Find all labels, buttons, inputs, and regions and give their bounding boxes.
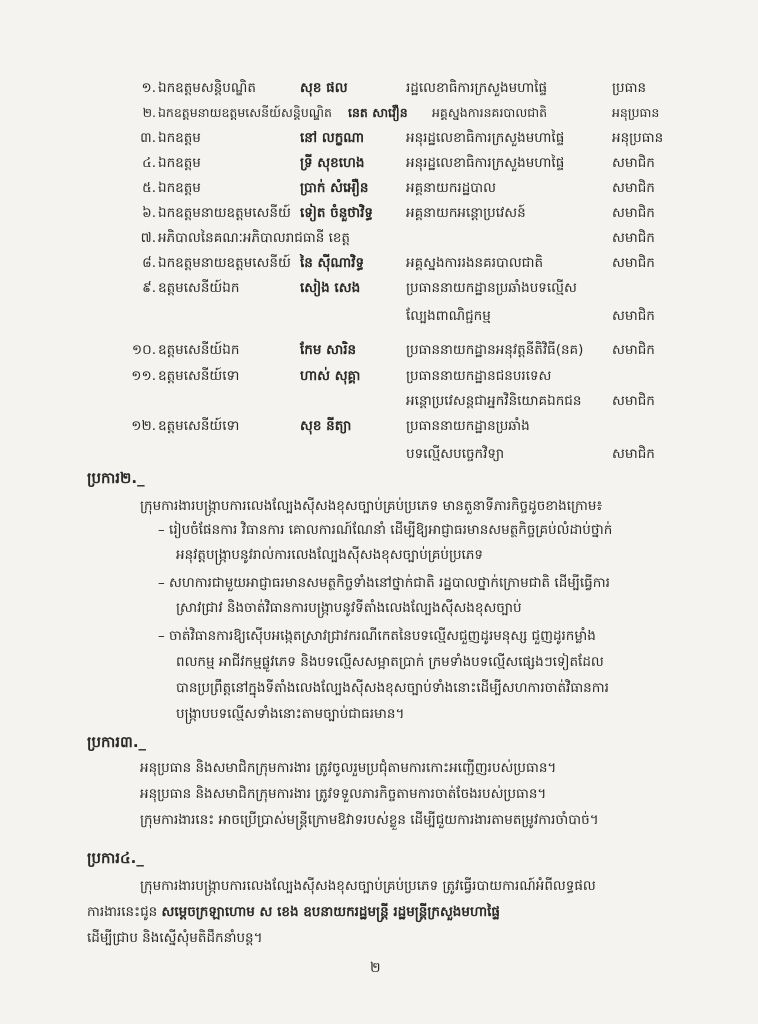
member-role: សមាជិក — [612, 230, 655, 246]
member-index: ១. — [141, 80, 156, 96]
member-name: នៅ លក្ខណា — [300, 130, 365, 146]
article-line — [87, 900, 500, 925]
member-index: ១១. — [131, 368, 156, 384]
member-row — [0, 101, 758, 125]
member-role: អនុប្រធាន — [612, 130, 664, 146]
member-row — [0, 201, 758, 225]
member-title: ឯកឧត្តមនាយឧត្តមសេនីយ៍សន្តិបណ្ឌិត — [158, 105, 332, 120]
member-title: អភិបាលនៃគណៈអភិបាលរាជធានី ខេត្ត — [158, 230, 350, 246]
page-number: ២ — [370, 960, 381, 976]
member-position-continued: អន្តោប្រវេសន្តជាអ្នកវិនិយោគឯកជន — [406, 393, 582, 409]
bullet-line: អនុវត្តបង្ក្រាបនូវរាល់ការលេងល្បែងស៊ីសងខុសច្បាប់គ្រប់ប្រភេទ — [176, 547, 483, 563]
bullet-line: – ចាត់វិធានការឱ្យស៊ើបអង្កេតស្រាវជ្រាវករណីកេតនៃបទល្មើសជួញដូរមនុស្ស ជួញដូរកម្លាំង — [158, 628, 596, 644]
bullet-line: – រៀបចំផែនការ វិធានការ គោលការណ៍ណែនាំ ដើម្បីឱ្យអាជ្ញាធរមានសមត្ថកិច្ចគ្រប់លំដាប់ថ្នាក់ — [158, 522, 613, 538]
member-role: សមាជិក — [612, 180, 655, 196]
member-position: ប្រធាននាយកដ្ឋានប្រឆាំងបទល្មើស — [406, 280, 577, 296]
member-position: រដ្ឋលេខាធិការក្រសួងមហាផ្ទៃ — [406, 80, 548, 96]
member-title: ឯកឧត្តម — [158, 180, 201, 196]
member-row — [0, 226, 758, 250]
member-name: ប្រាក់ សំអឿន — [300, 180, 369, 196]
member-row — [0, 76, 758, 100]
member-index: ៧. — [140, 230, 156, 246]
member-row — [0, 276, 758, 300]
article-line: អនុប្រធាន និងសមាជិកក្រុមការងារ ត្រូវទទួលភារកិច្ចតាមការចាត់ចែងរបស់ប្រធាន។ — [140, 786, 547, 802]
member-title: ឯកឧត្តមសន្តិបណ្ឌិត — [158, 80, 256, 96]
member-position: អនុរដ្ឋលេខាធិការក្រសួងមហាផ្ទៃ — [406, 155, 565, 171]
member-index: ១០. — [131, 342, 156, 358]
article-intro: ក្រុមការងារបង្ក្រាបការលេងល្បែងស៊ីសងខុសច្បាប់គ្រប់ប្រភេទ មានតួនាទីភារកិច្ចដូចខាងក្រោម៖ — [140, 498, 603, 514]
member-row — [0, 338, 758, 362]
member-row — [0, 364, 758, 388]
member-name: កែម សារិន — [300, 342, 357, 358]
member-row-role — [0, 442, 758, 466]
member-role: សមាជិក — [612, 155, 655, 171]
member-name: សៀង សេង — [300, 280, 361, 296]
member-index: ៥. — [142, 180, 156, 196]
member-role: អនុប្រធាន — [612, 105, 660, 120]
addressee-name: សម្តេចក្រឡាហោម ស ខេង ឧបនាយករដ្ឋមន្ត្រី រដ្ឋមន្ត្រីក្រសួងមហាផ្ទៃ — [161, 904, 500, 920]
member-title: ឧត្តមសេនីយ៍ទោ — [158, 418, 240, 434]
member-index: ៤. — [142, 155, 156, 171]
member-role: សមាជិក — [612, 255, 655, 271]
bullet-line: បានប្រព្រឹត្តនៅក្នុងទីតាំងលេងល្បែងស៊ីសងខុសច្បាប់ទាំងនោះដើម្បីសហការចាត់វិធានការ — [176, 680, 609, 696]
member-title: ឧត្តមសេនីយ៍ឯក — [158, 280, 240, 296]
member-name: នេត សាវឿន — [348, 105, 408, 120]
bullet-line: – សហការជាមួយអាជ្ញាធរមានសមត្ថកិច្ចទាំងនៅថ្នាក់ជាតិ រដ្ឋបាលថ្នាក់ក្រោមជាតិ ដើម្បីធ្វើការ — [158, 575, 610, 591]
member-role: សមាជិក — [612, 393, 655, 409]
article-heading: ប្រការ៣._ — [87, 733, 147, 751]
member-name: ទៀត ចំនួថាវិទ្ធ — [300, 205, 373, 221]
member-index: ៦. — [142, 205, 156, 221]
member-row — [0, 251, 758, 275]
member-name: ហាស់ សុគ្គា — [300, 368, 361, 384]
member-position: ប្រធាននាយកដ្ឋានជនបរទេស — [406, 368, 552, 384]
member-title: ឯកឧត្តម — [158, 155, 201, 171]
member-index: ៨. — [142, 255, 156, 271]
member-row-role — [0, 389, 758, 413]
article-text: ការងារនេះជូន — [87, 904, 162, 920]
bullet-line: ស្រាវជ្រាវ និងចាត់វិធានការបង្ក្រាបនូវទីតាំងលេងល្បែងស៊ីសងខុសច្បាប់ — [176, 600, 522, 616]
bullet-line: បង្ក្រាបបទល្មើសទាំងនោះតាមច្បាប់ជាធរមាន។ — [176, 706, 405, 722]
article-line: ក្រុមការងារបង្ក្រាបការលេងល្បែងស៊ីសងខុសច្បាប់គ្រប់ប្រភេទ ត្រូវធ្វើរបាយការណ៍អំពីលទ្ធផល — [140, 878, 596, 894]
member-title: ឯកឧត្តមនាយឧត្តមសេនីយ៍ — [158, 205, 291, 221]
article-line: ក្រុមការងារនេះ អាចប្រើប្រាស់មន្ត្រីក្រោមឱវាទរបស់ខ្លួន ដើម្បីជួយការងារតាមតម្រូវការចាំបាច់។ — [140, 812, 599, 828]
article-line: អនុប្រធាន និងសមាជិកក្រុមការងារ ត្រូវចូលរួមប្រជុំតាមការកោះអញ្ជើញរបស់ប្រធាន។ — [140, 760, 557, 776]
bullet-line: ពលកម្ម អាជីវកម្មផ្លូវភេទ និងបទល្មើសសម្អាតប្រាក់ ក្រមទាំងបទល្មើសផ្សេងៗទៀតដែល — [176, 654, 604, 670]
member-row — [0, 414, 758, 438]
member-role: សមាជិក — [612, 342, 655, 358]
article-heading: ប្រការ៤._ — [87, 849, 144, 867]
member-position: អគ្គស្នងការរងនគរបាលជាតិ — [406, 255, 544, 271]
member-role: ប្រធាន — [612, 80, 647, 96]
member-row — [0, 151, 758, 175]
member-position-continued: បទល្មើសបច្ចេកវិទ្យា — [406, 446, 505, 462]
member-role: សមាជិក — [612, 446, 655, 462]
member-index: ១២. — [131, 418, 156, 434]
member-role: សមាជិក — [612, 308, 655, 324]
member-position: អគ្គស្នងការនគរបាលជាតិ — [432, 105, 548, 120]
member-title: ឧត្តមសេនីយ៍ឯក — [158, 342, 240, 358]
member-title: ឯកឧត្តមនាយឧត្តមសេនីយ៍ — [158, 255, 291, 271]
member-index: ២. — [142, 105, 156, 120]
member-position: អគ្គនាយករដ្ឋបាល — [406, 180, 496, 196]
member-row — [0, 176, 758, 200]
member-name: ទ្រី សុខហេង — [300, 155, 365, 171]
member-name: សុខ នីត្យា — [300, 418, 352, 434]
member-title: ឧត្តមសេនីយ៍ទោ — [158, 368, 240, 384]
member-index: ៩. — [142, 280, 156, 296]
member-position: ប្រធាននាយកដ្ឋានអនុវត្តនីតិវិធី(នគ) — [406, 342, 584, 358]
member-position: អនុរដ្ឋលេខាធិការក្រសួងមហាផ្ទៃ — [406, 130, 565, 146]
member-position: ប្រធាននាយកដ្ឋានប្រឆាំង — [406, 418, 530, 434]
article-heading: ប្រការ២._ — [87, 469, 145, 487]
member-name: សុខ ផល — [300, 80, 348, 96]
article-line: ដើម្បីជ្រាប និងស្នើសុំមតិដឹកនាំបន្ត។ — [87, 930, 263, 946]
member-position-continued: ល្បែងពាណិជ្ជកម្ម — [406, 308, 491, 324]
member-position: អគ្គនាយកអន្តោប្រវេសន៍ — [406, 205, 526, 221]
member-row — [0, 126, 758, 150]
member-title: ឯកឧត្តម — [158, 130, 201, 146]
member-name: នៃ ស៊ីណាវិទ្ធ — [300, 255, 365, 271]
member-index: ៣. — [140, 130, 156, 146]
member-row-role — [0, 304, 758, 328]
member-role: សមាជិក — [612, 205, 655, 221]
